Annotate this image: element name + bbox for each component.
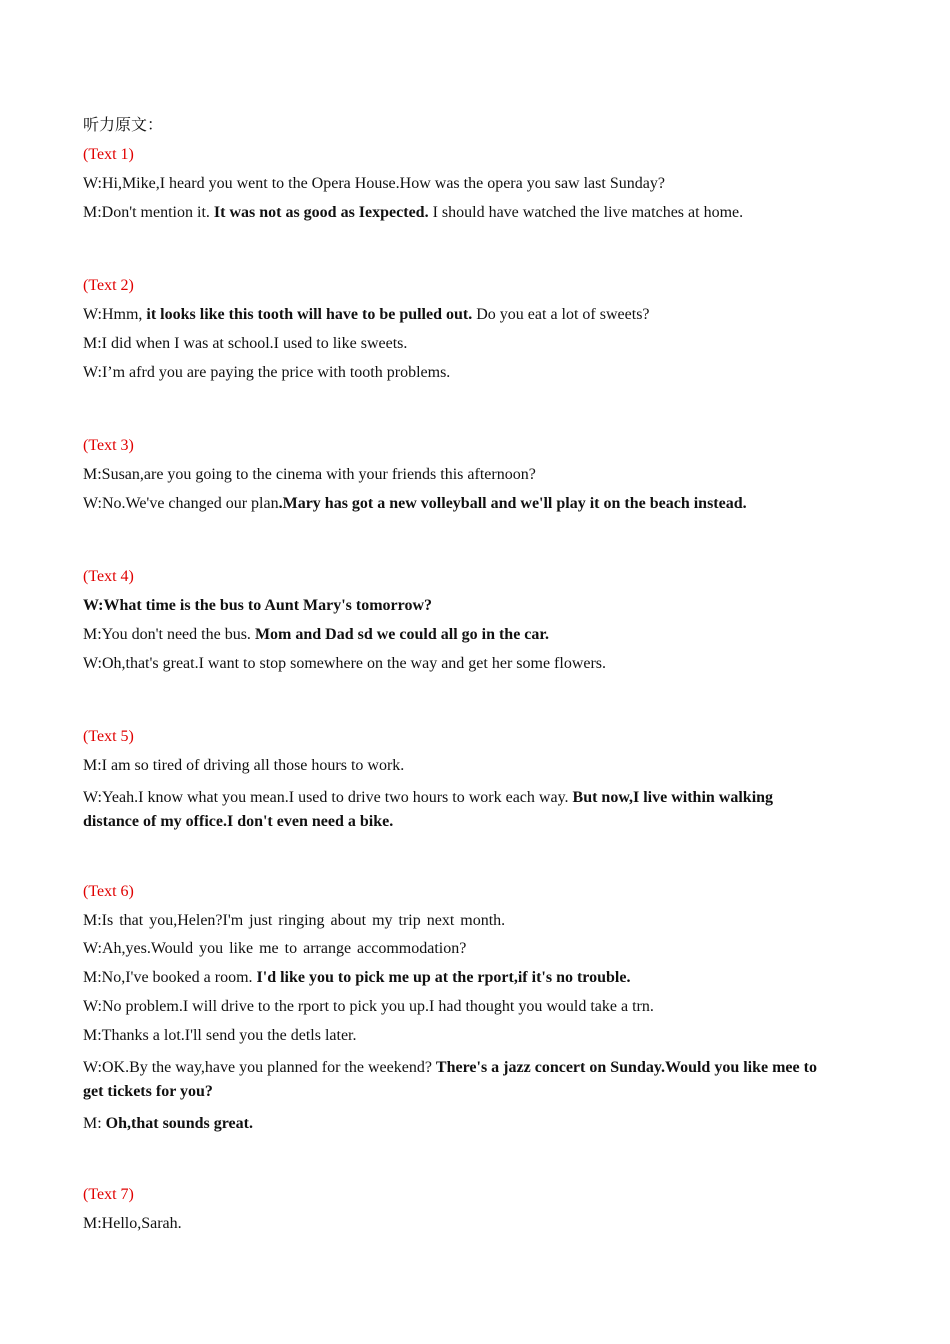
text-label: (Text 5)	[83, 728, 134, 745]
dialogue-line: W:Hmm, it looks like this tooth will have to be pulled out. Do you eat a lot of sweets?	[83, 306, 650, 323]
dialogue-line: W:What time is the bus to Aunt Mary's tomorrow?	[83, 597, 433, 614]
dialogue-line: M:Hello,Sarah.	[83, 1215, 182, 1232]
dialogue-line: M:No,I've booked a room. I'd like you to pick me up at the rport,if it's no trouble.	[83, 969, 631, 986]
dialogue-line: M: Oh,that sounds great.	[83, 1115, 253, 1132]
dialogue-line: W:I’m afrd you are paying the price with tooth problems.	[83, 364, 451, 381]
dialogue-line: W:OK.By the way,have you planned for the weekend? There's a jazz concert on Sunday.Would you like mee to get tickets for you?	[83, 1059, 817, 1100]
dialogue-line: M:I did when I was at school.I used to like sweets.	[83, 335, 408, 352]
dialogue-line: W:No.We've changed our plan.Mary has got a new volleyball and we'll play it on the beach instead.	[83, 495, 747, 512]
dialogue-line: W:Hi,Mike,I heard you went to the Opera House.How was the opera you saw last Sunday?	[83, 175, 665, 192]
text-label: (Text 2)	[83, 277, 134, 294]
dialogue-line: W:Yeah.I know what you mean.I used to drive two hours to work each way. But now,I live within walking distance of my office.I don't even need a bike.	[83, 789, 774, 830]
page-heading: 听力原文：	[83, 117, 164, 134]
dialogue-line: M:I am so tired of driving all those hours to work.	[83, 757, 405, 774]
text-label: (Text 4)	[83, 568, 134, 585]
text-label: (Text 3)	[83, 437, 134, 454]
text-label: (Text 7)	[83, 1186, 134, 1203]
dialogue-line: W:Oh,that's great.I want to stop somewhere on the way and get her some flowers.	[83, 655, 607, 672]
text-label: (Text 1)	[83, 146, 134, 163]
dialogue-line: M:You don't need the bus. Mom and Dad sd we could all go in the car.	[83, 626, 550, 643]
dialogue-line: M:Is that you,Helen?I'm just ringing about my trip next month.	[83, 912, 506, 929]
text-label: (Text 6)	[83, 883, 134, 900]
dialogue-line: W:Ah,yes.Would you like me to arrange accommodation?	[83, 940, 467, 957]
dialogue-line: W:No problem.I will drive to the rport to pick you up.I had thought you would take a trn.	[83, 998, 654, 1015]
dialogue-line: M:Don't mention it. It was not as good as Iexpected. I should have watched the live matches at home.	[83, 204, 744, 221]
dialogue-line: M:Thanks a lot.I'll send you the detls later.	[83, 1027, 357, 1044]
dialogue-line: M:Susan,are you going to the cinema with your friends this afternoon?	[83, 466, 536, 483]
